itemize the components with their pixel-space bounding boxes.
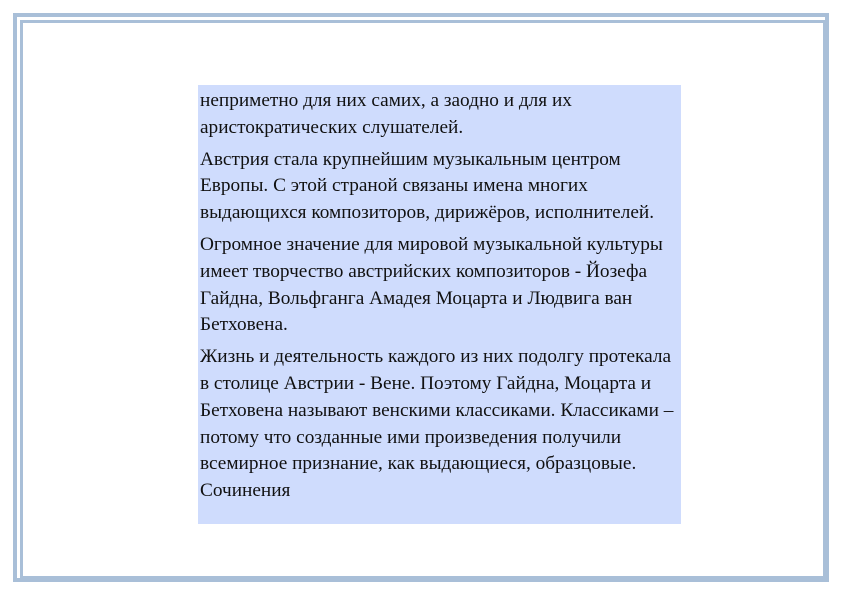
paragraph-2: Австрия стала крупнейшим музыкальным центром Европы. С этой страной связаны имена многих выдающихся композиторов, дирижёров, исполнителей. — [200, 148, 655, 224]
paragraph-3: Огромное значение для мировой музыкальной культуры имеет творчество австрийских композиторов - Йозефа Гайдна, Вольфганга Амадея Моцарта и Людвига ван Бетховена. — [200, 233, 663, 336]
paragraph-1: неприметно для них самих, а заодно и для их аристократических слушателей. — [200, 90, 572, 138]
text-box — [198, 85, 681, 524]
paragraph-4: Жизнь и деятельность каждого из них подолгу протекала в столице Австрии - Вене. Поэтому Гайдна, Моцарта и Бетховена называют венскими классиками. Классиками – потому что созданные ими произведения получили всемирное признание, как выдающиеся, образцовые. Сочинения — [200, 346, 674, 502]
